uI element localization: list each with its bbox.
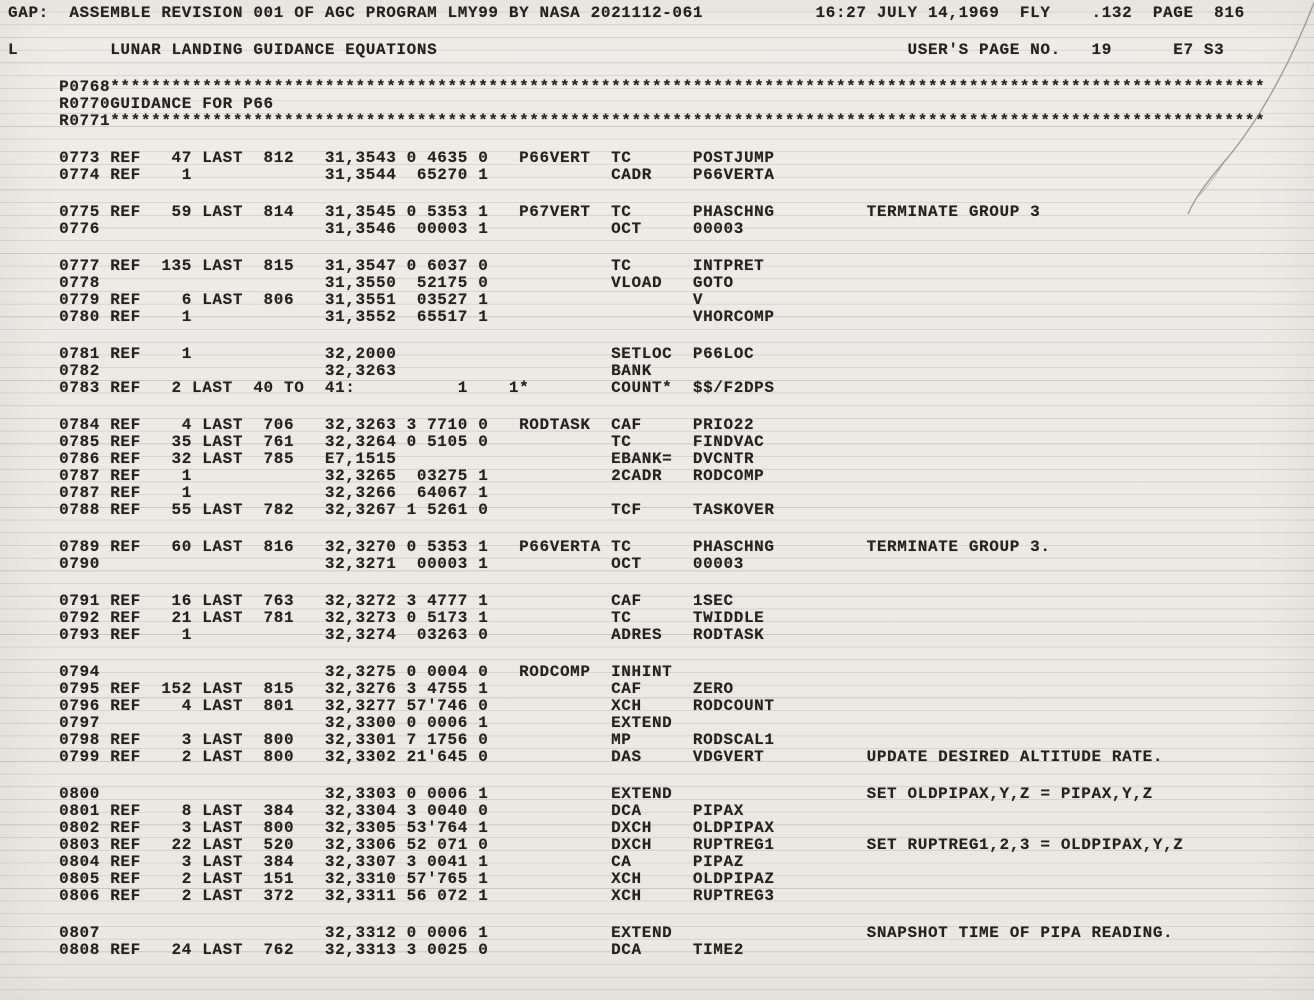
header-line-1: GAP: ASSEMBLE REVISION 001 OF AGC PROGRAM LMY99 BY NASA 2021112-061 16:27 JULY 14,1969 FLY .132 PAGE 816 bbox=[8, 4, 1245, 22]
subtitle-line: R0770GUIDANCE FOR P66 bbox=[8, 95, 274, 113]
code-line-0790: 0790 32,3271 00003 1 OCT 00003 bbox=[8, 555, 744, 573]
code-line-0782: 0782 32,3263 BANK bbox=[8, 362, 652, 380]
code-line-0800: 0800 32,3303 0 0006 1 EXTEND SET OLDPIPAX,Y,Z = PIPAX,Y,Z bbox=[8, 785, 1153, 803]
blank-line bbox=[0, 397, 1314, 417]
code-line-0795: 0795 REF 152 LAST 815 32,3276 3 4755 1 CAF ZERO bbox=[8, 680, 734, 698]
separator-asterisks: P0768***************************************************************************************************************** bbox=[8, 78, 1266, 96]
code-line-0787b: 0787 REF 1 32,3266 64067 1 bbox=[8, 484, 489, 502]
assembly-listing bbox=[0, 5, 1314, 959]
code-line-0776: 0776 31,3546 00003 1 OCT 00003 bbox=[8, 220, 744, 238]
code-line-0794: 0794 32,3275 0 0004 0 RODCOMP INHINT bbox=[8, 663, 673, 681]
code-line-0784: 0784 REF 4 LAST 706 32,3263 3 7710 0 RODTASK CAF PRIO22 bbox=[8, 416, 755, 434]
blank-line bbox=[0, 59, 1314, 79]
code-line-0803: 0803 REF 22 LAST 520 32,3306 52 071 0 DXCH RUPTREG1 SET RUPTREG1,2,3 = OLDPIPAX,Y,Z bbox=[8, 836, 1184, 854]
blank-line bbox=[0, 644, 1314, 664]
blank-line bbox=[0, 326, 1314, 346]
code-line-0777: 0777 REF 135 LAST 815 31,3547 0 6037 0 TC INTPRET bbox=[8, 257, 765, 275]
blank-line bbox=[0, 184, 1314, 204]
code-line-0801: 0801 REF 8 LAST 384 32,3304 3 0040 0 DCA PIPAX bbox=[8, 802, 744, 820]
blank-line bbox=[0, 766, 1314, 786]
code-line-0802: 0802 REF 3 LAST 800 32,3305 53'764 1 DXCH OLDPIPAX bbox=[8, 819, 775, 837]
code-line-0788: 0788 REF 55 LAST 782 32,3267 1 5261 0 TCF TASKOVER bbox=[8, 501, 775, 519]
blank-line bbox=[0, 905, 1314, 925]
code-line-0775: 0775 REF 59 LAST 814 31,3545 0 5353 1 P67VERT TC PHASCHNG TERMINATE GROUP 3 bbox=[8, 203, 1041, 221]
code-line-0792: 0792 REF 21 LAST 781 32,3273 0 5173 1 TC TWIDDLE bbox=[8, 609, 765, 627]
blank-line bbox=[0, 573, 1314, 593]
blank-line bbox=[0, 130, 1314, 150]
code-line-0798: 0798 REF 3 LAST 800 32,3301 7 1756 0 MP RODSCAL1 bbox=[8, 731, 775, 749]
code-line-0786: 0786 REF 32 LAST 785 E7,1515 EBANK= DVCNTR bbox=[8, 450, 755, 468]
code-line-0797: 0797 32,3300 0 0006 1 EXTEND bbox=[8, 714, 673, 732]
code-line-0773: 0773 REF 47 LAST 812 31,3543 0 4635 0 P66VERT TC POSTJUMP bbox=[8, 149, 775, 167]
code-line-0808: 0808 REF 24 LAST 762 32,3313 3 0025 0 DCA TIME2 bbox=[8, 941, 744, 959]
code-line-0791: 0791 REF 16 LAST 763 32,3272 3 4777 1 CAF 1SEC bbox=[8, 592, 734, 610]
code-line-0785: 0785 REF 35 LAST 761 32,3264 0 5105 0 TC FINDVAC bbox=[8, 433, 765, 451]
code-line-0804: 0804 REF 3 LAST 384 32,3307 3 0041 1 CA PIPAZ bbox=[8, 853, 744, 871]
separator-asterisks: R0771***************************************************************************************************************** bbox=[8, 112, 1266, 130]
blank-line bbox=[0, 22, 1314, 42]
code-line-0787a: 0787 REF 1 32,3265 03275 1 2CADR RODCOMP bbox=[8, 467, 765, 485]
code-line-0806: 0806 REF 2 LAST 372 32,3311 56 072 1 XCH RUPTREG3 bbox=[8, 887, 775, 905]
code-line-0781: 0781 REF 1 32,2000 SETLOC P66LOC bbox=[8, 345, 755, 363]
code-line-0807: 0807 32,3312 0 0006 1 EXTEND SNAPSHOT TIME OF PIPA READING. bbox=[8, 924, 1174, 942]
code-line-0774: 0774 REF 1 31,3544 65270 1 CADR P66VERTA bbox=[8, 166, 775, 184]
code-line-0780: 0780 REF 1 31,3552 65517 1 VHORCOMP bbox=[8, 308, 775, 326]
blank-line bbox=[0, 519, 1314, 539]
code-line-0799: 0799 REF 2 LAST 800 32,3302 21'645 0 DAS VDGVERT UPDATE DESIRED ALTITUDE RATE. bbox=[8, 748, 1164, 766]
code-line-0789: 0789 REF 60 LAST 816 32,3270 0 5353 1 P66VERTA TC PHASCHNG TERMINATE GROUP 3. bbox=[8, 538, 1051, 556]
code-line-0779: 0779 REF 6 LAST 806 31,3551 03527 1 V bbox=[8, 291, 704, 309]
code-line-0783: 0783 REF 2 LAST 40 TO 41: 1 1* COUNT* $$/F2DPS bbox=[8, 379, 775, 397]
code-line-0793: 0793 REF 1 32,3274 03263 0 ADRES RODTASK bbox=[8, 626, 765, 644]
header-line-2: L LUNAR LANDING GUIDANCE EQUATIONS USER'S PAGE NO. 19 E7 S3 bbox=[8, 41, 1225, 59]
blank-line bbox=[0, 238, 1314, 258]
code-line-0796: 0796 REF 4 LAST 801 32,3277 57'746 0 XCH RODCOUNT bbox=[8, 697, 775, 715]
code-line-0805: 0805 REF 2 LAST 151 32,3310 57'765 1 XCH OLDPIPAZ bbox=[8, 870, 775, 888]
code-line-0778: 0778 31,3550 52175 0 VLOAD GOTO bbox=[8, 274, 734, 292]
